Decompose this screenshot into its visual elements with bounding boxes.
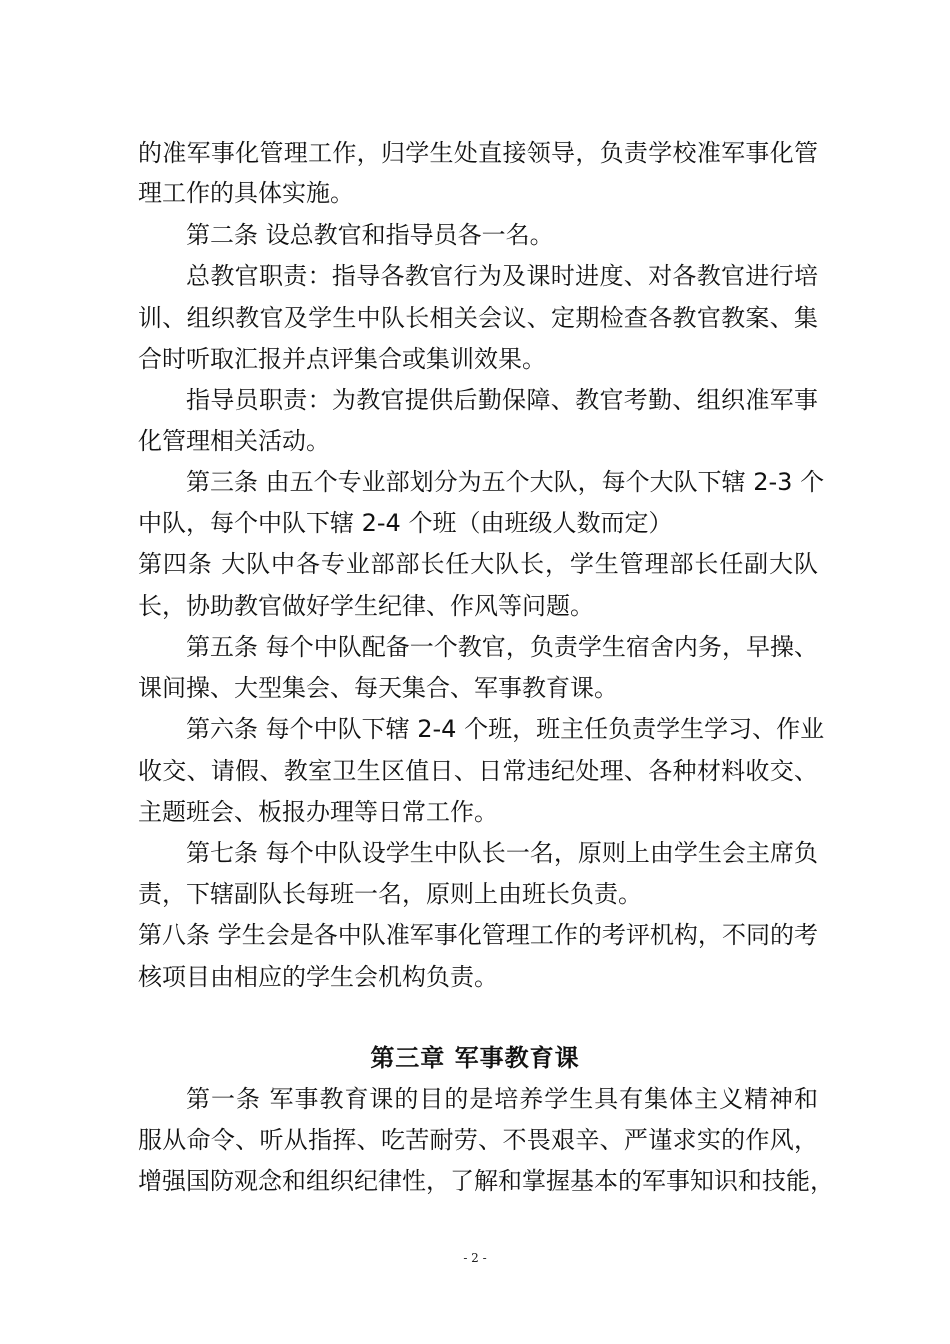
body-line: 理工作的具体实施。 <box>138 179 354 207</box>
article-2-line: 第二条 设总教官和指导员各一名。 <box>186 221 554 249</box>
chapter-article-1-line: 第一条 军事教育课的目的是培养学生具有集体主义精神和 <box>186 1085 818 1113</box>
article-4-line: 第四条 大队中各专业部部长任大队长，学生管理部长任副大队 <box>138 550 818 578</box>
body-line: 服从命令、听从指挥、吃苦耐劳、不畏艰辛、严谨求实的作风， <box>138 1126 818 1154</box>
body-line: 中队，每个中队下辖 2-4 个班（由班级人数而定） <box>138 509 673 537</box>
page-number: - 2 - <box>463 1251 487 1265</box>
article-7-line: 第七条 每个中队设学生中队长一名，原则上由学生会主席负 <box>186 839 818 867</box>
body-line: 的准军事化管理工作，归学生处直接领导，负责学校准军事化管 <box>138 139 818 167</box>
body-line: 化管理相关活动。 <box>138 427 330 455</box>
body-line: 训、组织教官及学生中队长相关会议、定期检查各教官教案、集 <box>138 304 818 332</box>
body-line: 总教官职责：指导各教官行为及课时进度、对各教官进行培 <box>186 262 818 290</box>
article-8-line: 第八条 学生会是各中队准军事化管理工作的考评机构，不同的考 <box>138 921 818 949</box>
body-line: 责，下辖副队长每班一名，原则上由班长负责。 <box>138 880 642 908</box>
body-line: 合时听取汇报并点评集合或集训效果。 <box>138 345 546 373</box>
body-line: 课间操、大型集会、每天集合、军事教育课。 <box>138 674 618 702</box>
article-6-line: 第六条 每个中队下辖 2-4 个班，班主任负责学生学习、作业 <box>186 715 825 743</box>
article-5-line: 第五条 每个中队配备一个教官，负责学生宿舍内务，早操、 <box>186 633 818 661</box>
body-line: 主题班会、板报办理等日常工作。 <box>138 798 498 826</box>
body-line: 核项目由相应的学生会机构负责。 <box>138 963 498 991</box>
chapter-title: 第三章 军事教育课 <box>370 1044 580 1072</box>
body-line: 指导员职责：为教官提供后勤保障、教官考勤、组织准军事 <box>186 386 818 414</box>
body-line: 长，协助教官做好学生纪律、作风等问题。 <box>138 592 594 620</box>
body-line: 增强国防观念和组织纪律性，了解和掌握基本的军事知识和技能， <box>138 1167 834 1195</box>
article-3-line: 第三条 由五个专业部划分为五个大队，每个大队下辖 2-3 个 <box>186 468 825 496</box>
body-line: 收交、请假、教室卫生区值日、日常违纪处理、各种材料收交、 <box>138 757 818 785</box>
